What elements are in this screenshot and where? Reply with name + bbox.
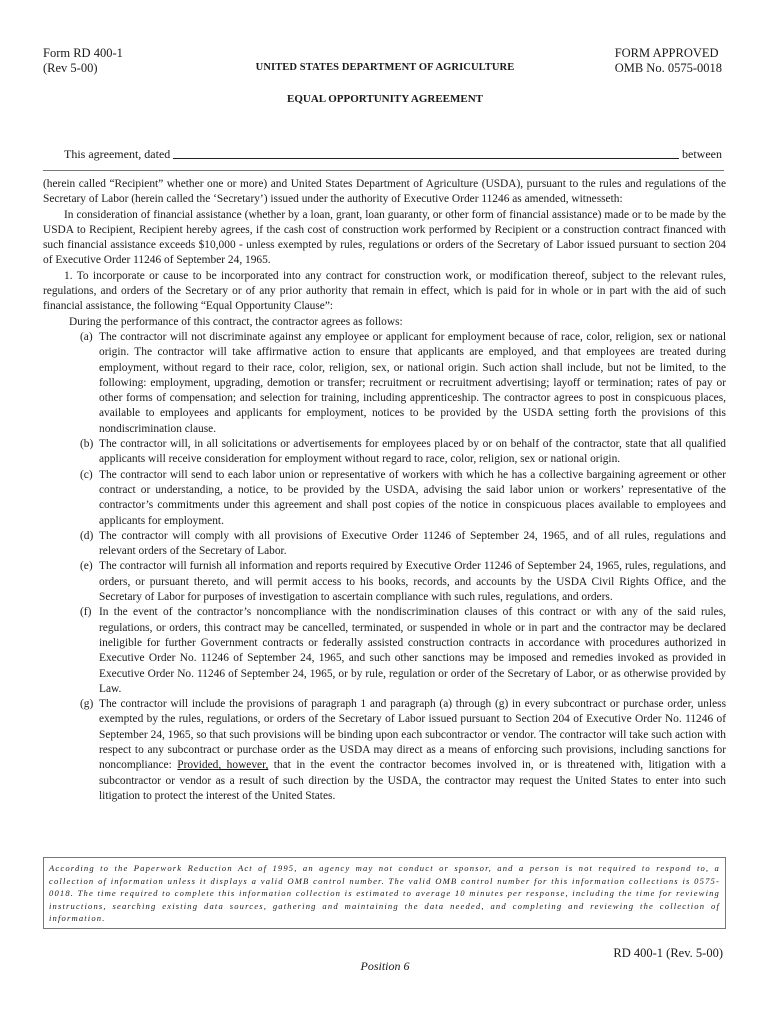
agreement-body — [43, 177, 726, 804]
clause-label: (a) — [80, 330, 93, 343]
clause-text: The contractor will comply with all provisions of Executive Order 11246 of September 24, 1965, and of all rules, regulations and relevant orders of the Secretary of Labor. — [99, 529, 726, 558]
clause-text: The contractor will furnish all information and reports required by Executive Order 11246 of September 24, 1965, rules, regulations, and orders, or pursuant thereto, and will permit access to his books, records, and accounts by the USDA Civil Rights Office, and the Secretary of Labor for purposes of investigation to ascertain compliance with such rules, regulations, and orders. — [99, 560, 726, 604]
clause-text: The contractor will, in all solicitations or advertisements for employees placed by or on behalf of the contractor, state that all qualified applicants will receive consideration for employment without regard to race, color, religion, sex or national origin. — [99, 438, 726, 466]
clause-g — [43, 697, 726, 804]
form-number: Form RD 400-1 — [43, 46, 123, 60]
paragraph-1: 1. To incorporate or cause to be incorporated into any contract for construction work, or modification thereof, subject to the relevant rules, regulations, and orders of the Secretary or of any prior authority that remain in effect, which is paid for in whole or in part with the aid of such financial assistance, the following “Equal Opportunity Clause”: — [43, 269, 726, 313]
clause-text: The contractor will not discriminate against any employee or applicant for employment because of race, color, religion, sex or national origin. The contractor will take affirmative action to ensure that applicants are employed, and that employees are treated during employment, without regard to their race, color, religion, sex, or national origin. Such action shall include, but not be limited, to the following: employment, upgrading, demotion or transfer; recruitment or recruitment advertising; layoff or termination; rates of pay or other forms of compensation; and selection for training, including apprenticeship. The contractor agrees to post in conspicuous places, available to employees and applicants for employment, notices to be provided by the USDA setting forth the provisions of this nondiscrimination clause. — [99, 330, 726, 435]
clause-label: (b) — [80, 438, 94, 451]
paperwork-reduction-notice: According to the Paperwork Reduction Act of 1995, an agency may not conduct or sponsor, and a person is not required to respond to, a collection of information unless it displays a valid OMB control number. The valid OMB control number for this information collections is 0575-0018. The time required to complete this information collection is estimated to average 10 minutes per response, including the time for reviewing instructions, searching existing data sources, gathering and maintaining the data needed, and completing and reviewing the collection of information. — [43, 857, 726, 929]
approval-status: FORM APPROVED — [614, 46, 719, 60]
clause-g-text-after: that in the event the contractor becomes involved in, or is threatened with, litigation with a subcontractor or vendor as a result of such direction by the USDA, the contractor may request the United States to enter into such litigation to protect the interest of the United States. — [99, 759, 726, 802]
consideration-paragraph: In consideration of financial assistance (whether by a loan, grant, loan guaranty, or other form of financial assistance) made or to be made by the USDA to Recipient, Recipient hereby agrees, if the cash cost of construction work performed by Recipient or a construction contract financed with such financial assistance exceeds $10,000 - unless exempted by rules, regulations or orders of the Secretary of Labor issued pursuant to section 204 of Executive Order 11246 of September 24, 1965. — [43, 208, 726, 267]
provided-however: Provided, however, — [177, 759, 269, 772]
form-revision: (Rev 5-00) — [43, 61, 98, 75]
clause-f — [43, 605, 726, 697]
divider — [43, 170, 724, 171]
omb-number: OMB No. 0575-0018 — [614, 61, 722, 75]
clause-c — [43, 468, 726, 529]
date-blank-field[interactable] — [173, 146, 679, 159]
clause-a — [43, 330, 726, 437]
clause-b — [43, 437, 726, 468]
dated-prefix: This agreement, dated — [64, 147, 171, 161]
footer-position: Position 6 — [360, 959, 410, 973]
clause-text — [99, 697, 726, 804]
clause-text: The contractor will send to each labor union or representative of workers with which he has a collective bargaining agreement or other contract or understanding, a notice, to be provided by the USDA, advising the said labor union or workers’ representative of the contractor’s commitments under this agreement and shall post copies of the notice in conspicuous places available to employees and applicants for employment. — [99, 468, 726, 527]
clause-label: (e) — [80, 560, 93, 573]
clause-label: (g) — [80, 698, 94, 711]
document-title: EQUAL OPPORTUNITY AGREEMENT — [286, 93, 483, 105]
clause-g-text-before: The contractor will include the provisions of paragraph 1 and paragraph (a) through (g) in every subcontract or purchase order, unless exempted by the rules, regulations, or orders of the Secretary of Labor issued pursuant to Section 204 of Executive Order No. 11246 of September 24, 1965, so that such provisions will be binding upon each subcontractor or vendor. The contractor will take such action with respect to any subcontract or purchase order as the USDA may direct as a means of enforcing such provisions, including sanctions for noncompliance: — [99, 698, 726, 772]
dated-suffix: between — [682, 147, 722, 161]
footer-form-id: RD 400-1 (Rev. 5-00) — [613, 946, 723, 960]
clause-d — [43, 529, 726, 560]
clause-e — [43, 559, 726, 605]
recitals-paragraph: (herein called “Recipient” whether one or more) and United States Department of Agriculture (USDA), pursuant to the rules and regulations of the Secretary of Labor (herein called the ‘Secretary’) issued under the authority of Executive Order 11246 as amended, witnesseth: — [43, 178, 726, 206]
agency-name: UNITED STATES DEPARTMENT OF AGRICULTURE — [255, 62, 515, 73]
agreement-date-line — [64, 146, 722, 162]
clause-label: (f) — [80, 606, 92, 619]
during-performance-intro: During the performance of this contract, the contractor agrees as follows: — [69, 315, 403, 328]
clause-label: (d) — [80, 529, 94, 542]
omb-approval — [615, 46, 722, 76]
clause-text: In the event of the contractor’s noncompliance with the nondiscrimination clauses of this contract or with any of the said rules, regulations, or orders, this contract may be cancelled, terminated, or suspended in whole or in part and the contractor may be declared ineligible for further Government contracts or federally assisted construction contracts in accordance with procedures authorized in Executive Order No. 11246 of September 24, 1965, and such other sanctions may be imposed and remedies invoked as provided in Executive Order No. 11246 of September 24, 1965, or by rule, regulation or order of the Secretary of Labor, or as otherwise provided by Law. — [99, 606, 726, 695]
clause-label: (c) — [80, 468, 93, 481]
